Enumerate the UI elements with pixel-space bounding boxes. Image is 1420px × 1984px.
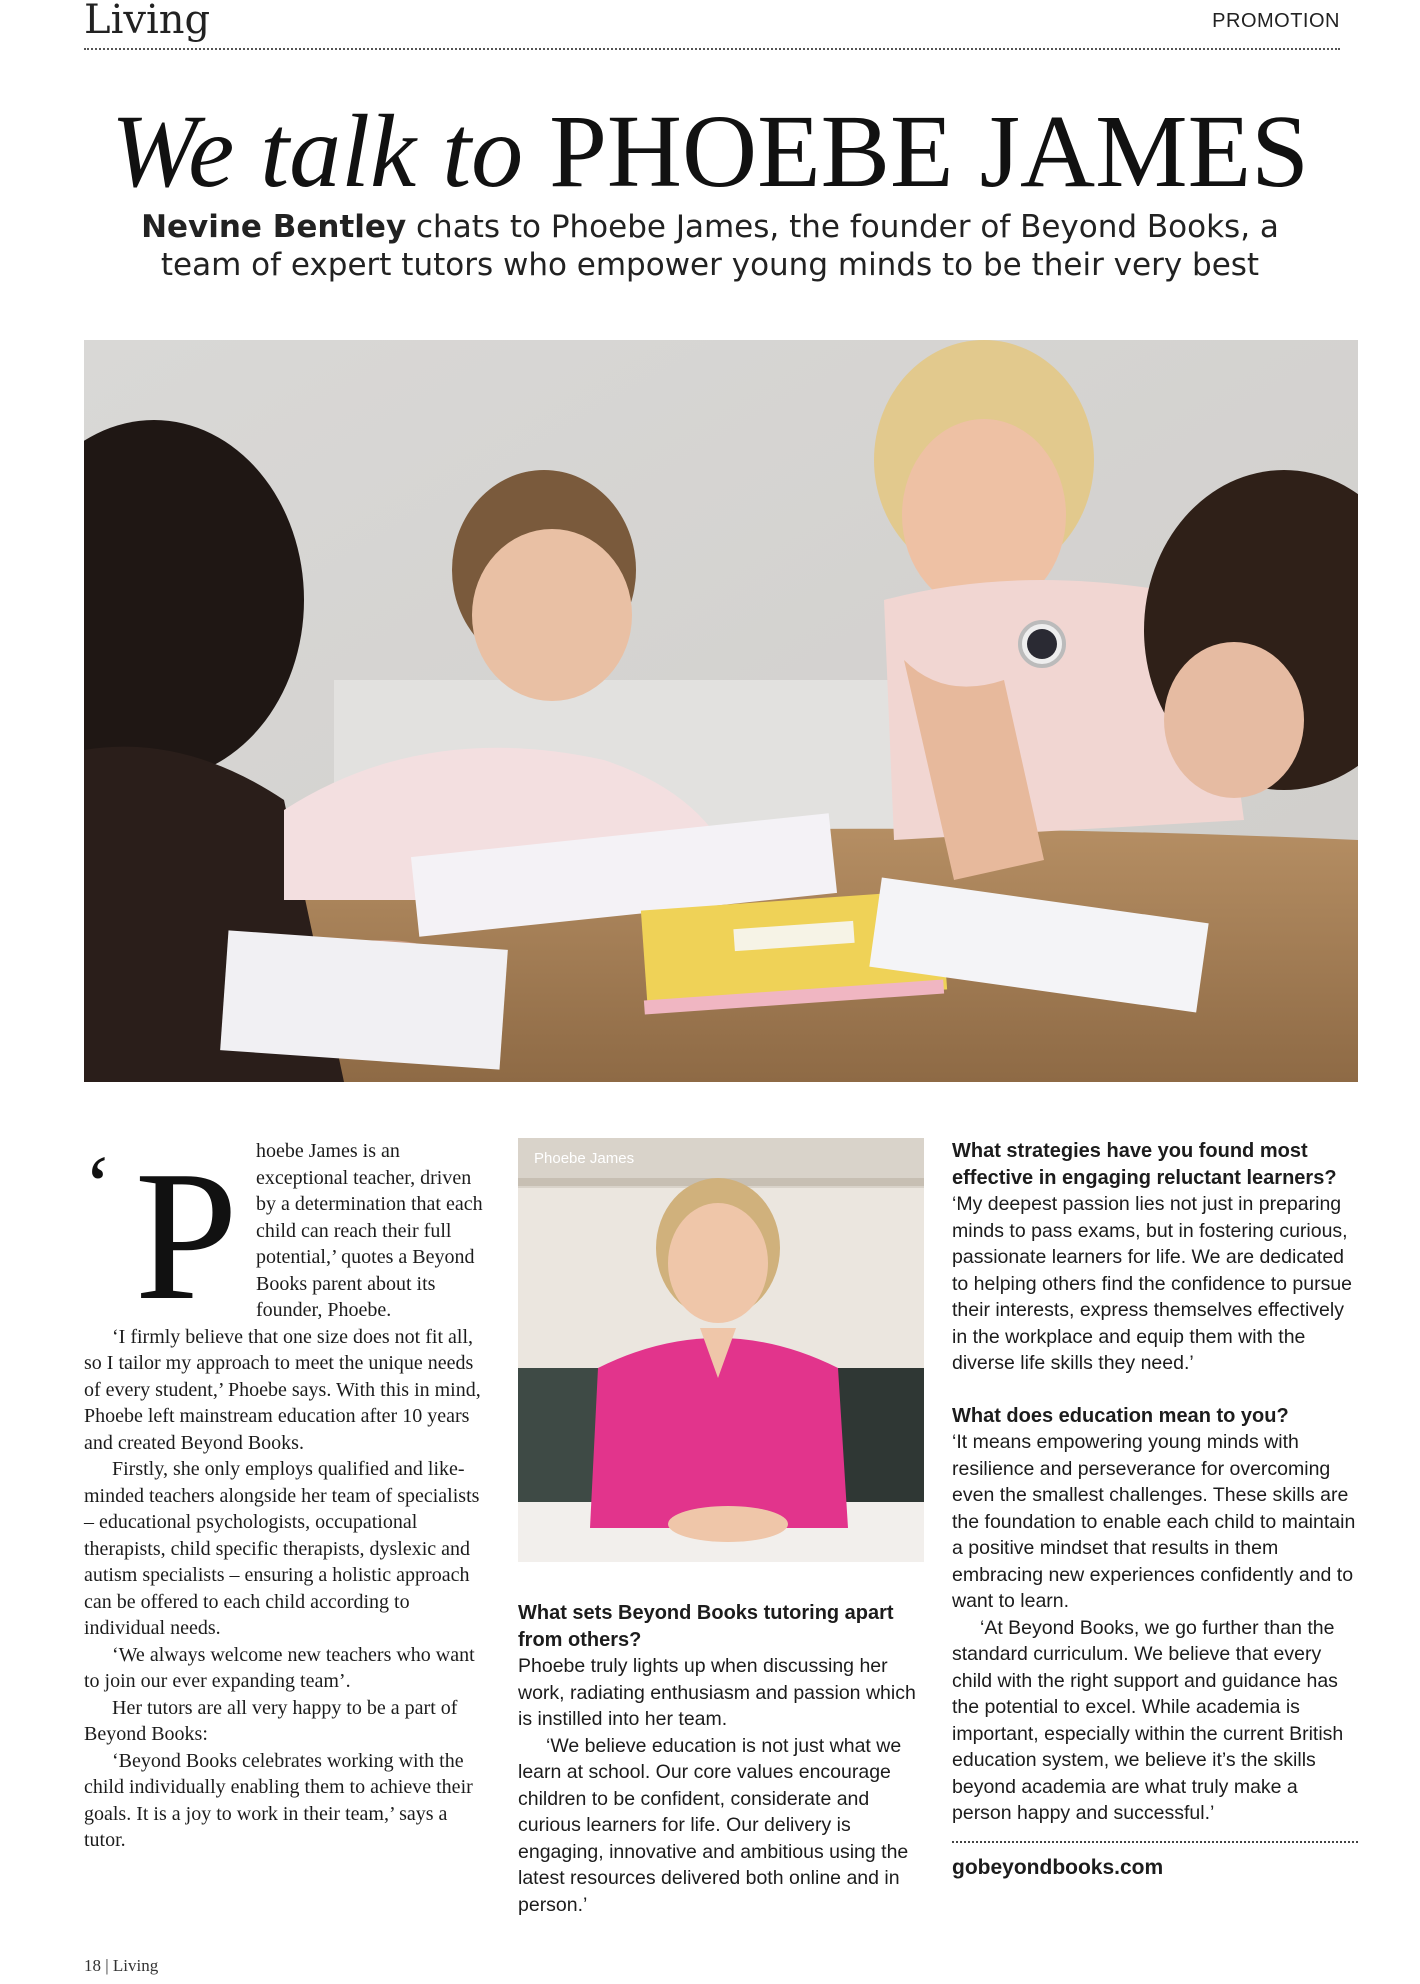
page-folio: 18 | Living [84, 1956, 159, 1975]
promotion-label: PROMOTION [1212, 10, 1340, 32]
portrait-photo [518, 1138, 924, 1562]
end-rule [952, 1841, 1358, 1843]
column-2 [518, 1138, 924, 1918]
section-label: Living [84, 0, 211, 43]
paragraph: ‘At Beyond Books, we go further than the standard curriculum. We believe that every child with the right support and guidance has the potential to excel. While academia is important, especially within the current British education system, we believe it’s the skills beyond academia are what truly make a person happy and successful.’ [952, 1616, 1344, 1824]
headline-lead: We talk to [111, 94, 524, 209]
paragraph: Firstly, she only employs qualified and like-minded teachers alongside her team of specialists – educational psychologists, occupational therapists, child specific therapists, dyslexic and autism specialists – ensuring a holistic approach can be offered to each child according to individual needs. [84, 1458, 480, 1639]
drop-cap: P [134, 1133, 238, 1339]
paragraph: Phoebe truly lights up when discussing her work, radiating enthusiasm and passion which is instilled into her team. [518, 1655, 916, 1730]
section-question: What does education mean to you? [952, 1404, 1289, 1427]
website-link[interactable]: gobeyondbooks.com [952, 1855, 1164, 1879]
standfirst-author: Nevine Bentley [141, 209, 407, 245]
paragraph: ‘We always welcome new teachers who want to join our ever expanding team’. [84, 1643, 475, 1692]
headline-name: PHOEBE JAMES [549, 94, 1309, 209]
column-1 [84, 1133, 490, 1854]
standfirst [130, 208, 1290, 284]
hero-photo [84, 340, 1358, 1082]
header-rule [84, 48, 1340, 50]
opening-quote-mark: ‘ [84, 1139, 112, 1232]
paragraph: Her tutors are all very happy to be a part of Beyond Books: [84, 1696, 458, 1745]
column-3 [952, 1138, 1358, 1881]
paragraph: ‘My deepest passion lies not just in preparing minds to pass exams, but in fostering curious, passionate learners for life. We are dedicated to helping others find the confidence to pursue their interests, express themselves effectively in the workplace and equip them with the diverse life skills they need.’ [952, 1193, 1353, 1374]
paragraph: ‘It means empowering young minds with resilience and perseverance for overcoming even the smallest challenges. These skills are the foundation to enable each child to maintain a positive mindset that results in them embracing new experiences confidently and to want to learn. [952, 1431, 1356, 1612]
paragraph: ‘Beyond Books celebrates working with the child individually enabling them to achieve their goals. It is a joy to work in their team,’ says a tutor. [84, 1749, 473, 1851]
standfirst-text: chats to Phoebe James, the founder of Beyond Books, a team of expert tutors who empower young minds to be their very best [160, 209, 1279, 283]
photo-caption: Phoebe James [534, 1150, 635, 1167]
paragraph: hoebe James is an exceptional teacher, driven by a determination that each child can reach their full potential,’ quotes a Beyond Books parent about its founder, Phoebe. [256, 1140, 483, 1321]
section-question: What strategies have you found most effective in engaging reluctant learners? [952, 1140, 1337, 1189]
section-question: What sets Beyond Books tutoring apart from others? [518, 1602, 894, 1651]
headline [0, 96, 1420, 208]
paragraph: ‘We believe education is not just what we learn at school. Our core values encourage children to be confident, considerate and curious learners for life. Our delivery is engaging, innovative and ambitious using the latest resources delivered both online and in person.’ [518, 1734, 909, 1916]
paragraph: ‘I firmly believe that one size does not fit all, so I tailor my approach to meet the unique needs of every student,’ Phoebe says. With this in mind, Phoebe left mainstream education after 10 years and created Beyond Books. [84, 1325, 481, 1454]
